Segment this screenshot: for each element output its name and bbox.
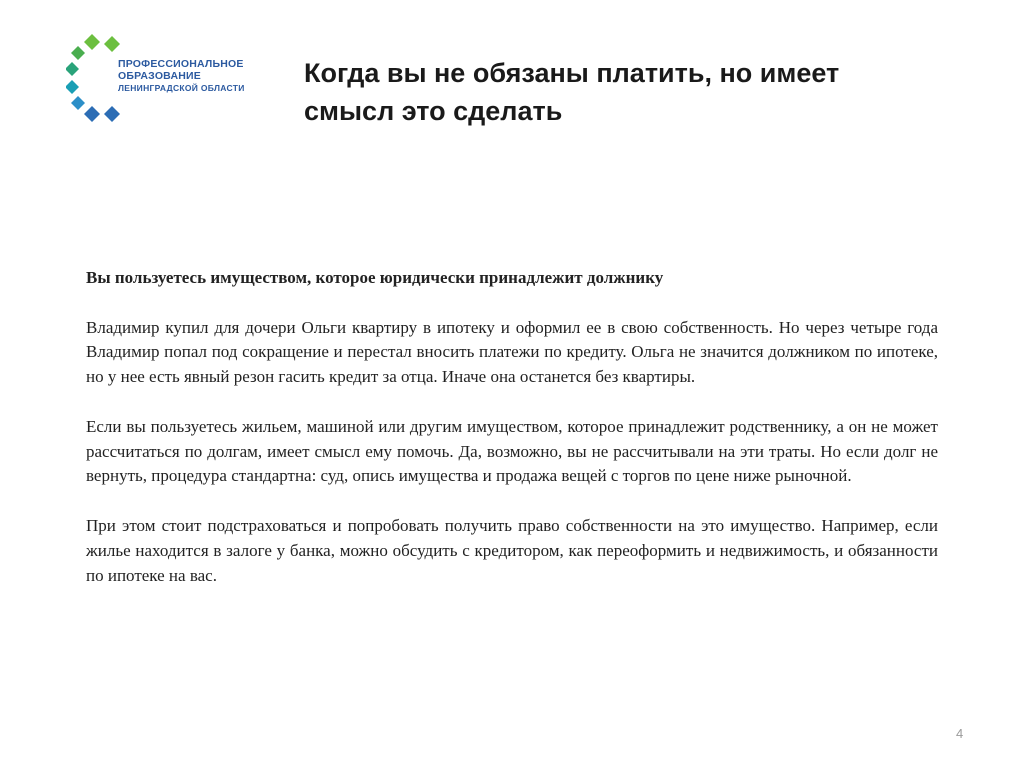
logo-line-1: ПРОФЕССИОНАЛЬНОЕ — [118, 58, 244, 70]
slide-content — [86, 266, 938, 613]
logo-line-3: ЛЕНИНГРАДСКОЙ ОБЛАСТИ — [118, 83, 245, 93]
page-number: 4 — [956, 726, 964, 741]
paragraph-3: При этом стоит подстраховаться и попробовать получить право собственности на это имущество. Например, если жилье находится в залоге у банка, можно обсудить с кредитором, как переоформить и недвижимость, и обязанности по ипотеке на вас. — [86, 515, 938, 585]
logo-line-2: ОБРАЗОВАНИЕ — [118, 70, 201, 82]
logo-text — [118, 58, 245, 94]
logo-diamond-ring-icon — [66, 30, 126, 130]
paragraph-2: Если вы пользуетесь жильем, машиной или другим имуществом, которое принадлежит родственнику, а он не может рассчитаться по долгам, имеет смысл ему помочь. Да, возможно, вы не рассчитывали на эти траты. Но если долг не вернуть, процедура стандартна: суд, опись имущества и продажа вещей с торгов по цене ниже рыночной. — [86, 416, 938, 486]
logo — [66, 30, 266, 130]
slide-title: Когда вы не обязаны платить, но имеет смысл это сделать — [304, 58, 840, 126]
section-heading: Вы пользуетесь имуществом, которое юридически принадлежит должнику — [86, 268, 664, 287]
paragraph-1: Владимир купил для дочери Ольги квартиру в ипотеку и оформил ее в свою собственность. Но через четыре года Владимир попал под сокращение и перестал вносить платежи по кредиту. Ольга не значится должником по ипотеке, но у нее есть явный резон гасить кредит за отца. Иначе она останется без квартиры. — [86, 317, 938, 387]
